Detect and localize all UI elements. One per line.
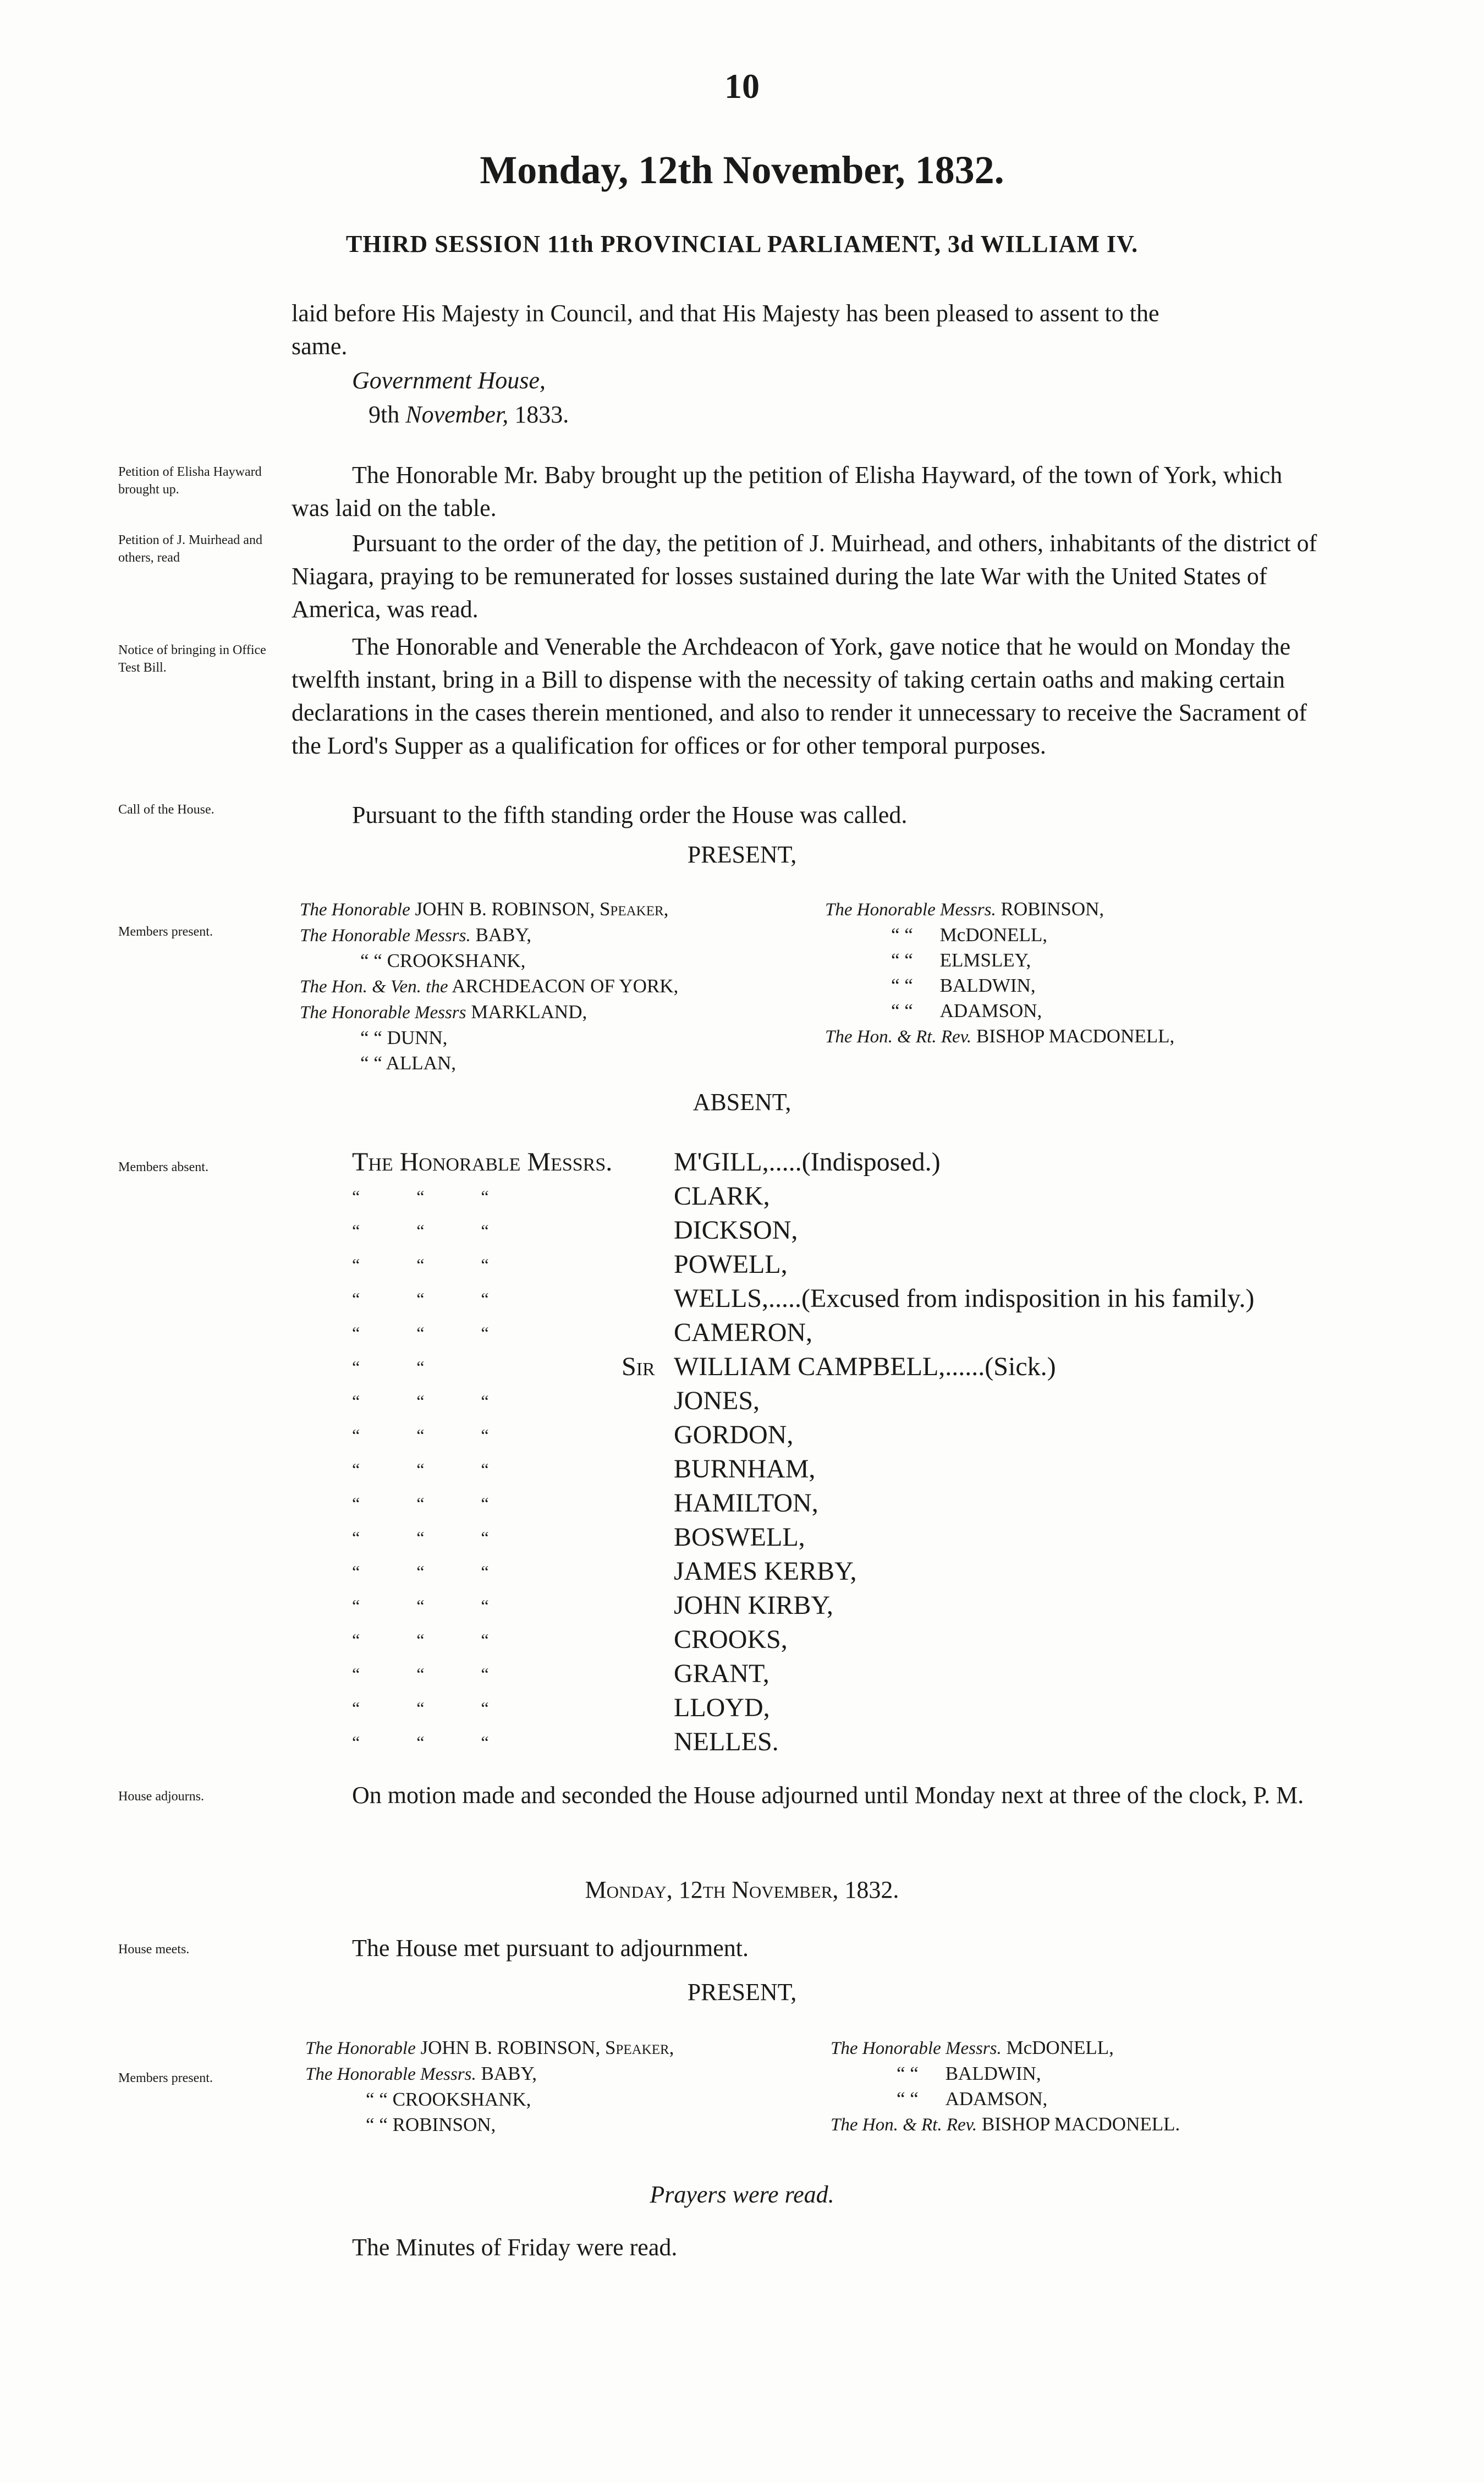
present-list-right (825, 897, 1174, 1050)
minutes-line: The Minutes of Friday were read. (352, 2234, 678, 2261)
absent-row: “ “ “ GRANT, (352, 1659, 770, 1688)
prayers-line: Prayers were read. (650, 2181, 834, 2208)
absent-row: “ “ “ JOHN KIRBY, (352, 1591, 833, 1620)
opening-date-day: 9th (369, 401, 400, 428)
paragraph-call-of-house: Pursuant to the fifth standing order the House was called. (352, 801, 908, 828)
absent-row: “ “ “ BURNHAM, (352, 1454, 816, 1484)
margin-note-petition-hayward: Petition of Elisha Hayward brought up. (118, 465, 262, 497)
absent-row: “ “ “ HAMILTON, (352, 1488, 818, 1518)
present-entry: The Hon. & Rt. Rev. BISHOP MACDONELL, (825, 1025, 1175, 1047)
margin-note-notice-bill: Notice of bringing in Office Test Bill. (118, 643, 266, 675)
present-entry: “ “ ROBINSON, (366, 2114, 496, 2135)
opening-date (369, 398, 569, 431)
paragraph-archdeacon-notice: The Honorable and Venerable the Archdeacon of York, gave notice that he would on Monday the twelfth instant, bring in a Bill to dispense with the necessity of taking certain oaths and making certain declarations in the cases therein mentioned, and also to render it unnecessary to receive the Sacrament of the Lord's Supper as a qualification for offices or for other temporal purposes. (292, 633, 1307, 759)
present-entry: The Honorable Messrs. BABY, (305, 2063, 537, 2084)
present-entry: “ “ CROOKSHANK, (360, 950, 526, 971)
absent-row: “ “ “ NELLES. (352, 1727, 779, 1756)
present-entry: “ “ ADAMSON, (891, 1000, 1042, 1021)
absent-row: “ “ Sir WILLIAM CAMPBELL, ......(Sick.) (352, 1352, 1056, 1381)
margin-note-house-meets: House meets. (118, 1942, 190, 1957)
present-entry: “ “ McDONELL, (891, 924, 1047, 946)
present-entry: “ “ DUNN, (360, 1027, 448, 1048)
present-heading: PRESENT, (687, 841, 797, 868)
absent-row: “ “ “ CAMERON, (352, 1318, 813, 1347)
present-entry: “ “ ELMSLEY, (891, 949, 1031, 971)
paragraph-hayward-petition: The Honorable Mr. Baby brought up the petition of Elisha Hayward, of the town of York, which was laid on the table. (292, 462, 1283, 521)
paragraph-muirhead-petition: Pursuant to the order of the day, the petition of J. Muirhead, and others, inhabitants of the district of Niagara, praying to be remunerated for losses sustained during the late War with the United States of America, was read. (292, 530, 1317, 623)
absent-row: “ “ “ LLOYD, (352, 1693, 770, 1722)
second-date-heading: Monday, 12th November, 1832. (585, 1876, 899, 1903)
margin-note-call-house: Call of the House. (118, 803, 215, 817)
page-number: 10 (724, 67, 760, 106)
page-title: Monday, 12th November, 1832. (480, 148, 1004, 192)
present-list-left (300, 897, 678, 1076)
margin-note-members-absent: Members absent. (118, 1160, 208, 1174)
present-entry: The Honorable JOHN B. ROBINSON, Speaker, (305, 2037, 674, 2058)
paragraph-adjourn: On motion made and seconded the House adjourned until Monday next at three of the clock, P. M. (352, 1782, 1304, 1809)
present-entry: The Honorable Messrs MARKLAND, (300, 1001, 587, 1023)
absent-row: “ “ “ GORDON, (352, 1420, 794, 1449)
absent-row: “ “ “ WELLS, .....(Excused from indisposition in his family.) (352, 1284, 1255, 1313)
present-entry: “ “ BALDWIN, (897, 2063, 1041, 2084)
margin-note-petition-muirhead: Petition of J. Muirhead and others, read (118, 533, 262, 565)
present-entry: The Honorable Messrs. ROBINSON, (825, 898, 1104, 920)
absent-row: “ “ “ BOSWELL, (352, 1523, 805, 1552)
margin-note-members-present-2: Members present. (118, 2071, 213, 2085)
present-entry: The Honorable JOHN B. ROBINSON, Speaker, (300, 898, 669, 920)
opening-date-month: November, (405, 401, 509, 428)
opening-place: Government House, (352, 367, 546, 394)
present-heading-2: PRESENT, (687, 1979, 797, 2006)
margin-note-house-adjourns: House adjourns. (118, 1789, 204, 1804)
absent-row: “ “ “ JONES, (352, 1386, 760, 1415)
present-entry: “ “ ALLAN, (360, 1052, 456, 1074)
present-entry: “ “ ADAMSON, (897, 2088, 1048, 2110)
present-entry: The Honorable Messrs. McDONELL, (831, 2037, 1114, 2058)
absent-row: “ “ “ POWELL, (352, 1250, 788, 1279)
session-heading: THIRD SESSION 11th PROVINCIAL PARLIAMENT, 3d WILLIAM IV. (345, 230, 1139, 257)
present-list-2-left (305, 2035, 674, 2138)
margin-note-members-present: Members present. (118, 925, 213, 939)
absent-row: “ “ “ DICKSON, (352, 1216, 798, 1245)
absent-row: “ “ “ JAMES KERBY, (352, 1557, 857, 1586)
paragraph-house-met: The House met pursuant to adjournment. (352, 1935, 749, 1962)
opening-line-1: laid before His Majesty in Council, and that His Majesty has been pleased to assent to the (292, 300, 1159, 327)
absent-row: “ “ “ CLARK, (352, 1182, 770, 1211)
present-entry: “ “ BALDWIN, (891, 975, 1036, 996)
absent-list (352, 1145, 1254, 1759)
absent-row: The Honorable Messrs. M'GILL, .....(Indisposed.) (352, 1147, 941, 1177)
opening-line-2: same. (292, 333, 348, 360)
present-entry: The Hon. & Rt. Rev. BISHOP MACDONELL. (831, 2113, 1180, 2135)
opening-date-year: 1833. (514, 401, 569, 428)
absent-heading: ABSENT, (692, 1089, 792, 1116)
present-entry: “ “ CROOKSHANK, (366, 2089, 531, 2110)
present-entry: The Honorable Messrs. BABY, (300, 924, 531, 946)
present-list-2-right (831, 2035, 1180, 2138)
absent-row: “ “ “ CROOKS, (352, 1625, 788, 1654)
present-entry: The Hon. & Ven. the ARCHDEACON OF YORK, (300, 975, 679, 997)
